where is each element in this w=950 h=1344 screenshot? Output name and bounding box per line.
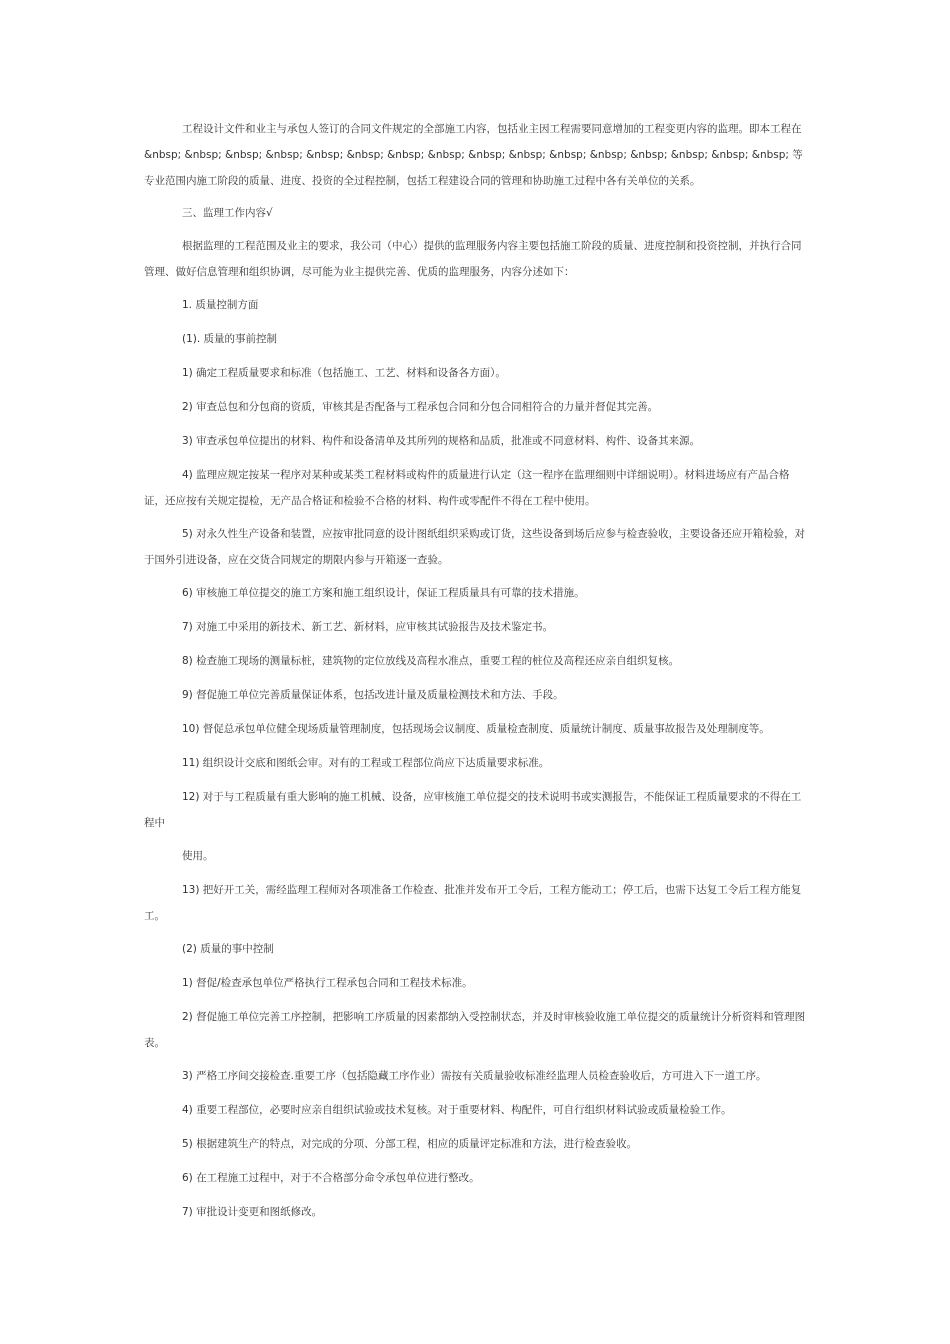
list-item: 3) 严格工序间交接检查.重要工序（包括隐藏工序作业）需按有关质量验收标准经监理人员检查验收后，方可进入下一道工序。 [182,1070,767,1082]
list-item: 10) 督促总承包单位健全现场质量管理制度，包括现场会议制度、质量检查制度、质量统计制度、质量事故报告及处理制度等。 [182,723,770,735]
subheading-pre-control: (1). 质量的事前控制 [182,333,278,345]
list-item: 7) 对施工中采用的新技术、新工艺、新材料，应审核其试验报告及技术鉴定书。 [182,621,554,633]
list-item: 11) 组织设计交底和图纸会审。对有的工程或工程部位尚应下达质量要求标准。 [182,757,550,769]
list-item: 3) 审查承包单位提出的材料、构件和设备清单及其所列的规格和品质，批准或不同意材料、构件、设备其来源。 [182,435,701,447]
list-item: 6) 在工程施工过程中，对于不合格部分命令承包单位进行整改。 [182,1172,480,1184]
list-item: 4) 重要工程部位，必要时应亲自组织试验或技术复核。对于重要材料、构配件，可自行组织材料试验或质量检验工作。 [182,1104,732,1116]
list-item: 7) 审批设计变更和图纸修改。 [182,1206,323,1218]
list-item: 13) 把好开工关，需经监理工程师对各项准备工作检查、批准并发布开工令后，工程方能动工；停工后，也需下达复工令后工程方能复工。 [144,884,802,922]
list-item: 1) 督促/检查承包单位严格执行工程承包合同和工程技术标准。 [182,977,473,989]
list-item: 8) 检查施工现场的测量标桩，建筑物的定位放线及高程水准点，重要工程的桩位及高程还应亲自组织复核。 [182,655,680,667]
list-item: 2) 审查总包和分包商的资质，审核其是否配备与工程承包合同和分包合同相符合的力量并督促其完善。 [182,401,659,413]
subheading-quality-control: 1. 质量控制方面 [182,299,259,311]
list-item: 6) 审核施工单位提交的施工方案和施工组织设计，保证工程质量具有可靠的技术措施。 [182,587,585,599]
list-item: 4) 监理应规定按某一程序对某种或某类工程材料或构件的质量进行认定（这一程序在监理细则中详细说明）。材料进场应有产品合格证，还应按有关规定提检，无产品合格证和检验不合格的材料、构件或零配件不得在工程中使用。 [144,469,790,507]
list-item: 12) 对于与工程质量有重大影响的施工机械、设备，应审核施工单位提交的技术说明书或实测报告，不能保证工程质量要求的不得在工程中 [144,791,802,829]
intro-paragraph: 根据监理的工程范围及业主的要求，我公司（中心）提供的监理服务内容主要包括施工阶段的质量、进度控制和投资控制，并执行合同管理、做好信息管理和组织协调，尽可能为业主提供完善、优质的监理服务，内容分述如下： [144,240,802,278]
list-item: 9) 督促施工单位完善质量保证体系，包括改进计量及质量检测技术和方法、手段。 [182,689,564,701]
list-item-continuation: 使用。 [182,850,214,862]
list-item: 5) 对永久性生产设备和装置，应按审批同意的设计图纸组织采购或订货，这些设备到场后应参与检查验收，主要设备还应开箱检验，对于国外引进设备，应在交货合同规定的期限内参与开箱逐一查验。 [144,528,806,566]
list-item: 2) 督促施工单位完善工序控制，把影响工序质量的因素都纳入受控制状态，并及时审核验收施工单位提交的质量统计分析资料和管理图表。 [144,1011,806,1049]
list-item: 1) 确定工程质量要求和标准（包括施工、工艺、材料和设备各方面）。 [182,367,506,379]
section-heading-supervision-content: 三、监理工作内容√ [182,207,273,219]
scope-paragraph: 工程设计文件和业主与承包人签订的合同文件规定的全部施工内容，包括业主因工程需要同意增加的工程变更内容的监理。即本工程在 &nbsp; &nbsp; &nbsp; &nbsp; &nbsp; &nbsp; &nbsp; &nbsp; &nbsp; &nbsp; &nbsp; &nbsp; &nbsp; &nbsp; &nbsp; &nbsp; 等专业范围内施工阶段的质量、进度、投资的全过程控制，包括工程建设合同的管理和协助施工过程中各有关单位的关系。 [144,123,803,187]
list-item: 5) 根据建筑生产的特点，对完成的分项、分部工程，相应的质量评定标准和方法，进行检查验收。 [182,1138,638,1150]
subheading-in-process-control: (2) 质量的事中控制 [182,943,274,955]
